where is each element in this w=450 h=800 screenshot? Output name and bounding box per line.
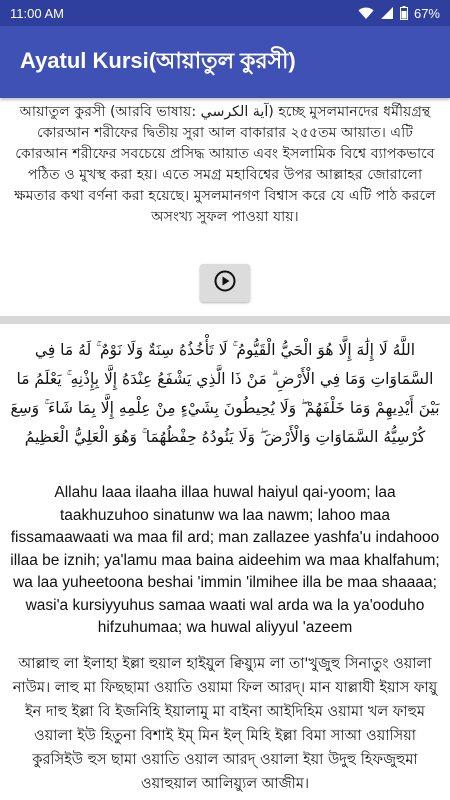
- status-time: 11:00 AM: [10, 5, 64, 21]
- wifi-icon: [358, 7, 374, 20]
- status-icons: [358, 6, 440, 21]
- cell-signal-icon: [380, 7, 394, 20]
- arabic-verse: اللَّهُ لَا إِلَٰهَ إِلَّا هُوَ الْحَيُّ الْقَيُّومُ ۚ لَا تَأْخُذُهُ سِنَةٌ وَلَا نَوْمٌ ۚ لَهُ مَا فِي السَّمَاوَاتِ وَمَا فِي الْأَرْضِ ۗ مَنْ ذَا الَّذِي يَشْفَعُ عِنْدَهُ إِلَّا بِإِذْنِهِ ۚ يَعْلَمُ مَا بَيْنَ أَيْدِيهِمْ وَمَا خَلْفَهُمْ ۖ وَلَا يُحِيطُونَ بِشَيْءٍ مِنْ عِلْمِهِ إِلَّا بِمَا شَاءَ ۚ وَسِعَ كُرْسِيُّهُ السَّمَاوَاتِ وَالْأَرْضَ ۖ وَلَا يَئُودُهُ حِفْظُهُمَا ۚ وَهُوَ الْعَلِيُّ الْعَظِيمُ: [10, 341, 440, 446]
- section-divider: [0, 316, 450, 324]
- intro-text: আয়াতুল কুরসী (আরবি ভাষায়: آية الكرسي) হচ্ছে মুসলমানদের ধর্মীয়গ্রন্থ কোরআন শরীফের দ্বিতীয় সুরা আল বাকারার ২৫৫তম আয়াত। এটি কোরআন শরীফের সবচেয়ে প্রসিদ্ধ আয়াত এবং ইসলামিক বিশ্বে ব্যাপকভাবে পঠিত ও মুখস্থ করা হয়। এতে সমগ্র মহাবিশ্বের উপর আল্লাহর জোরালো ক্ষমতার কথা বর্ণনা করা হয়েছে। মুসলমানগণ বিশ্বাস করে যে এটি পাঠ করলে অসংখ্য সুফল পাওয়া যায়।: [14, 104, 436, 225]
- app-bar: [0, 26, 450, 98]
- play-icon: [214, 270, 236, 296]
- play-button[interactable]: [200, 264, 250, 302]
- transliteration-text: Allahu laaa ilaaha illaa huwal haiyul qai-yoom; laa taakhuzuhoo sinatunw wa laa nawm; lahoo maa fissamaawaati wa maa fil ard; man zallazee yashfa'u indahooo illaa be iznih; ya'lamu maa baina aideehim wa maa khalfahum; wa laa yuheetoona beshai 'immin 'ilmihee illa be maa shaaaa; wasi'a kursiyyuhus samaa waati wal arda wa la ya'ooduho hifzuhumaa; wa huwal aliyyul 'azeem: [10, 484, 440, 636]
- bangla-pronunciation: আল্লাহু লা ইলাহা ইল্লা হুয়াল হাইয়ুল ক্বিয়্যুম লা তা'খুজুহু সিনাতুং ওয়ালা নাউম। লাহু মা ফিছছামা ওয়াতি ওয়ামা ফিল আরদ্। মান যাল্লাযী ইয়াস ফায়ু ইন দাহু ইল্লা বি ইজনিহি ইয়ালামু মা বাইনা আইদিহিম ওয়ামা খল ফাহুম ওয়ালা ইউ হিতুনা বিশাই ইম্ মিন ইল্ মিহি ইল্লা বিমা সাআ ওয়াসিয়া কুরসিইউ হুস ছামা ওয়াতি ওয়াল আরদ্ ওয়ালা ইয়া উদুহু হিফজুহুমা ওয়াহুয়াল আলিয়্যুল আজীম।: [12, 656, 438, 792]
- app-title: Ayatul Kursi(আয়াতুল কুরসী): [20, 47, 296, 73]
- battery-icon: [400, 6, 408, 20]
- battery-percent: 67%: [413, 5, 440, 21]
- status-bar: [0, 0, 450, 26]
